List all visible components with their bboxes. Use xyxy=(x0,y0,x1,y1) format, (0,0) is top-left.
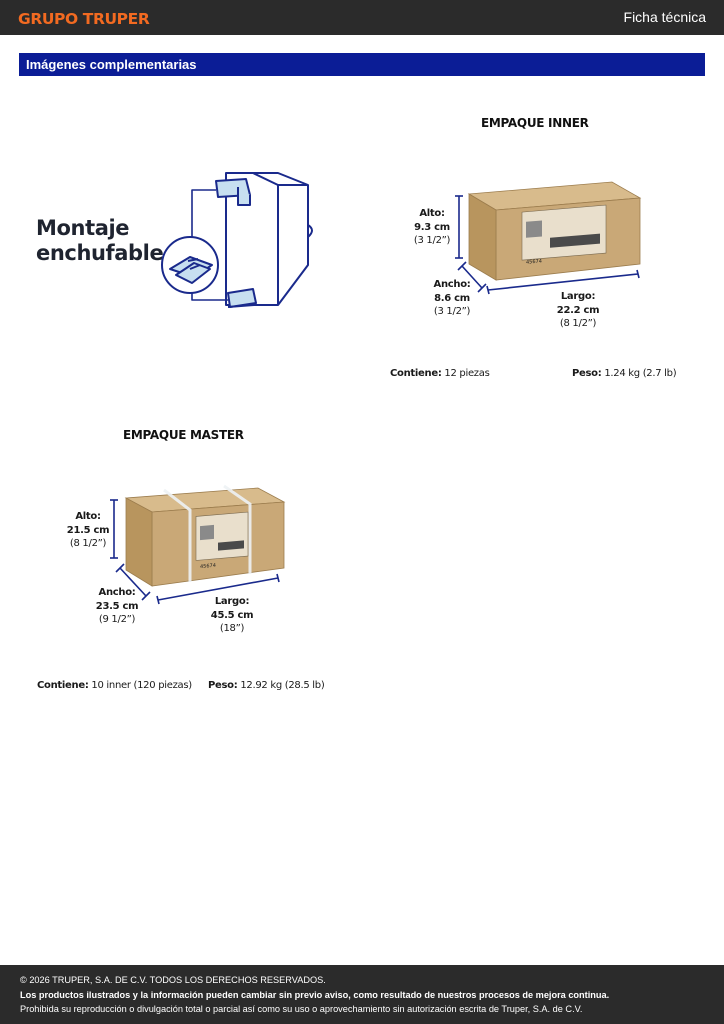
master-weight: Peso: 12.92 kg (28.5 lb) xyxy=(208,680,325,691)
footer-legal: Prohibida su reproducción o divulgación total o parcial así como su uso o aprovechamiento sin autorización escrita de Truper, S.A. de C.V. xyxy=(20,1004,583,1014)
footer-bar xyxy=(0,965,724,1024)
master-package-title: EMPAQUE MASTER xyxy=(123,428,244,442)
master-contains: Contiene: 10 inner (120 piezas) xyxy=(37,680,192,691)
inner-width-text: Ancho: 8.6 cm (3 1/2”) xyxy=(433,279,471,317)
inner-weight: Peso: 1.24 kg (2.7 lb) xyxy=(572,368,677,379)
section-title: Imágenes complementarias xyxy=(26,57,197,72)
inner-package-title: EMPAQUE INNER xyxy=(481,116,589,130)
brand-logo: GRUPO TRUPER xyxy=(18,10,150,28)
top-header-bar xyxy=(0,0,724,35)
inner-length-text: Largo: 22.2 cm (8 1/2”) xyxy=(556,291,600,329)
mount-type-label xyxy=(36,216,163,266)
plug-in-breaker-illustration xyxy=(158,165,318,320)
footer-copyright: © 2026 TRUPER, S.A. DE C.V. TODOS LOS DERECHOS RESERVADOS. xyxy=(20,975,326,985)
footer-notice: Los productos ilustrados y la información pueden cambiar sin previo aviso, como resultado de nuestros procesos de mejora continua. xyxy=(20,990,610,1000)
mount-label-line1: Montaje xyxy=(36,216,130,240)
inner-height-text: Alto: 9.3 cm (3 1/2”) xyxy=(413,208,451,246)
section-header-bar xyxy=(19,53,705,76)
inner-box-code: 45674 xyxy=(526,258,542,266)
inner-contains: Contiene: 12 piezas xyxy=(390,368,490,379)
master-box-side xyxy=(126,498,152,586)
master-box-code: 45674 xyxy=(200,562,216,571)
document-type-label: Ficha técnica xyxy=(623,9,706,25)
master-width-text: Ancho: 23.5 cm (9 1/2”) xyxy=(95,587,139,625)
master-length-text: Largo: 45.5 cm (18”) xyxy=(210,596,254,634)
mount-label-line2: enchufable xyxy=(36,241,164,265)
inner-box-illustration xyxy=(452,178,648,298)
master-height-text: Alto: 21.5 cm (8 1/2”) xyxy=(66,511,110,549)
